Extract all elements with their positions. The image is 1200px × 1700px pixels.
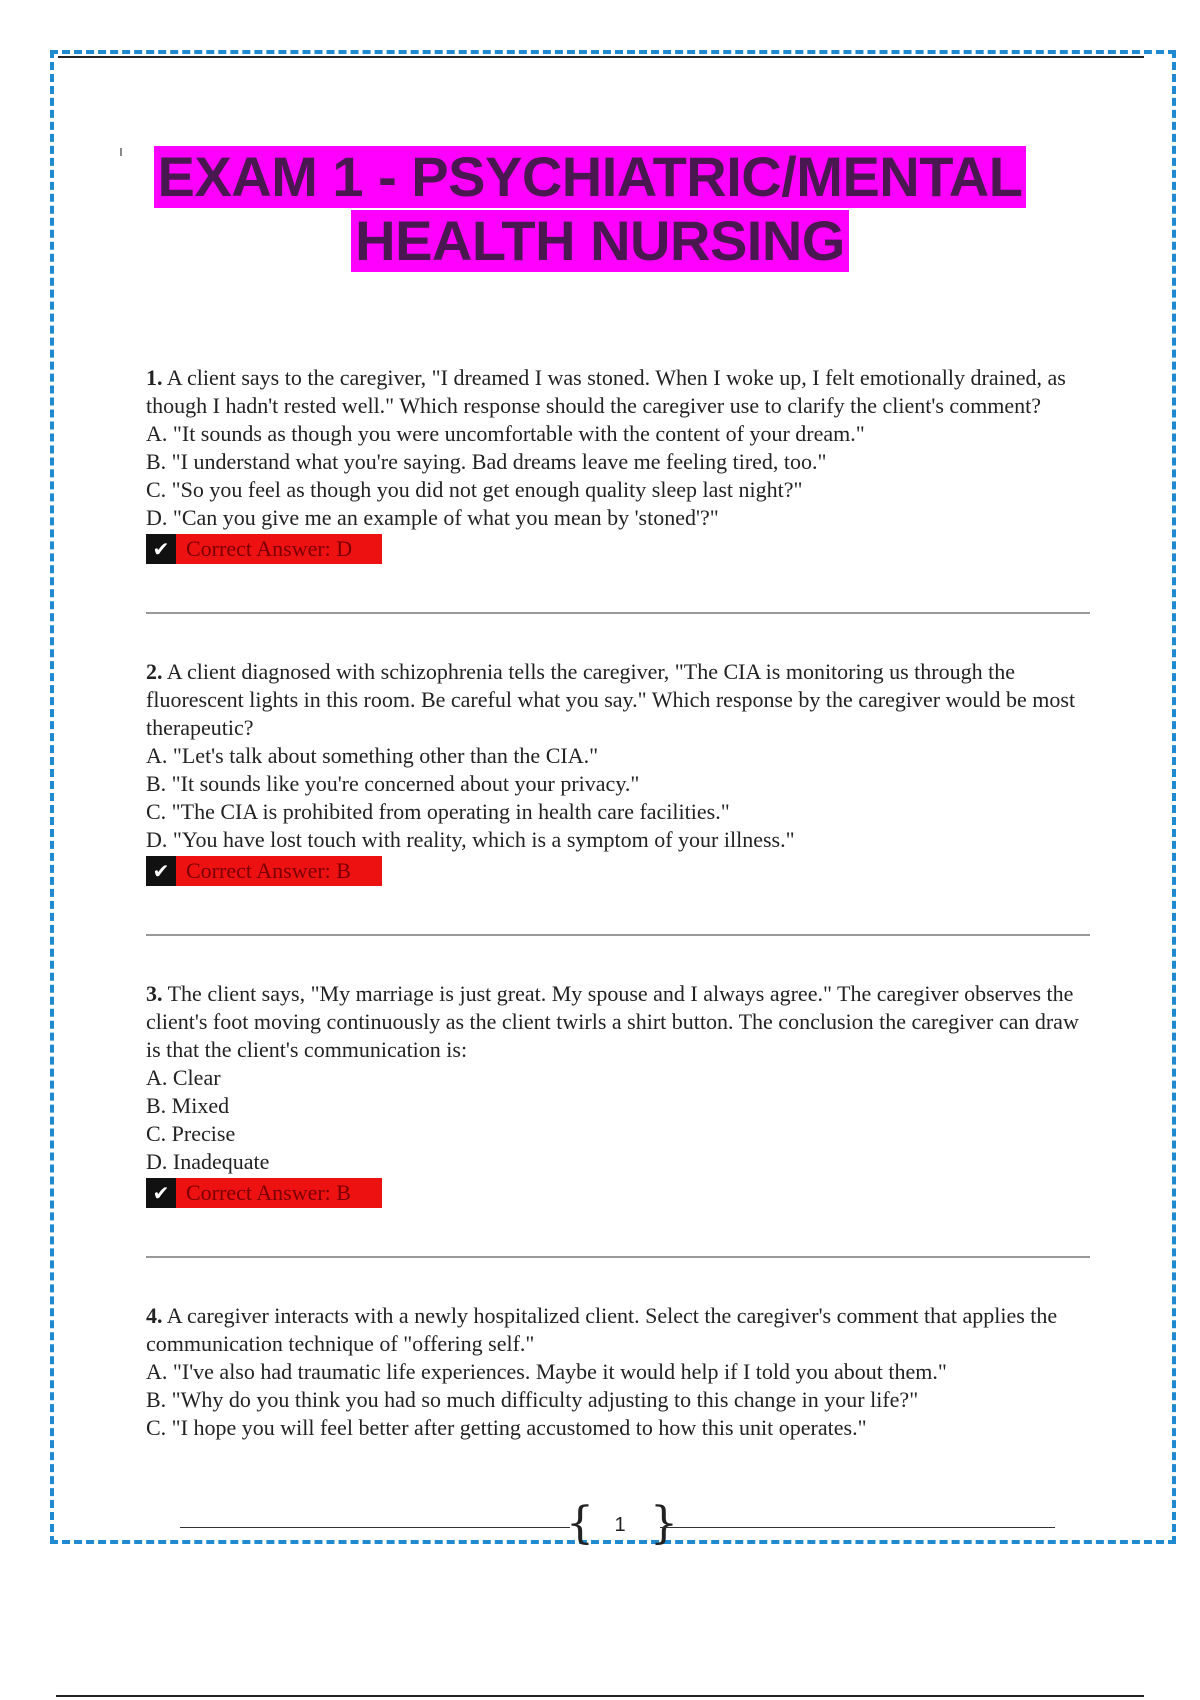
option-a: A. Clear [146,1065,221,1090]
question-text: The client says, "My marriage is just great. My spouse and I always agree." The caregiver observes the client's foot moving continuously as the client twirls a shirt button. The conclusion the caregiver can draw is that the client's communication is: [146,981,1079,1062]
option-b: B. Mixed [146,1093,230,1118]
option-b: B. "I understand what you're saying. Bad dreams leave me feeling tired, too." [146,449,827,474]
option-c: C. "So you feel as though you did not get enough quality sleep last night?" [146,477,803,502]
question-4 [146,1302,1096,1442]
question-number: 4. [146,1303,163,1328]
left-brace-icon: { [566,1498,594,1549]
question-1 [146,364,1096,564]
check-icon: ✔ [146,534,176,564]
page-title [0,146,1200,272]
option-c: C. "The CIA is prohibited from operating in health care facilities." [146,799,730,824]
option-c: C. Precise [146,1121,236,1146]
footer-rule-right [660,1527,1055,1528]
question-2 [146,658,1096,886]
question-text: A client diagnosed with schizophrenia tells the caregiver, "The CIA is monitoring us through the fluorescent lights in this room. Be careful what you say." Which response by the caregiver would be most therapeutic? [146,659,1076,740]
question-divider [146,1256,1090,1258]
header-rule [58,56,1144,58]
option-b: B. "It sounds like you're concerned about your privacy." [146,771,640,796]
option-a: A. "It sounds as though you were uncomfortable with the content of your dream." [146,421,865,446]
option-c: C. "I hope you will feel better after getting accustomed to how this unit operates." [146,1415,867,1440]
question-divider [146,934,1090,936]
option-b: B. "Why do you think you had so much difficulty adjusting to this change in your life?" [146,1387,919,1412]
correct-answer-badge [146,534,382,564]
question-number: 2. [146,659,163,684]
footer-rule-left [180,1527,570,1528]
page-number: 1 [614,1514,626,1536]
question-text: A client says to the caregiver, "I dreamed I was stoned. When I woke up, I felt emotionally drained, as though I hadn't rested well." Which response should the caregiver use to clarify the client's comment? [146,365,1066,418]
next-page-rule [56,1695,1144,1697]
question-text: A caregiver interacts with a newly hospitalized client. Select the caregiver's comment that applies the communication technique of "offering self." [146,1303,1058,1356]
title-line-1: EXAM 1 - PSYCHIATRIC/MENTAL [154,146,1027,208]
question-stem [146,1302,1096,1358]
option-d: D. "Can you give me an example of what you mean by 'stoned'?" [146,505,719,530]
question-stem [146,364,1096,420]
question-divider [146,612,1090,614]
option-a: A. "Let's talk about something other than the CIA." [146,743,599,768]
correct-answer-text: Correct Answer: D [186,536,353,561]
question-stem [146,980,1096,1064]
correct-answer-badge [146,1178,382,1208]
correct-answer-badge [146,856,382,886]
question-3 [146,980,1096,1208]
correct-answer-text: Correct Answer: B [186,1180,351,1205]
check-icon: ✔ [146,856,176,886]
question-stem [146,658,1096,742]
option-d: D. "You have lost touch with reality, which is a symptom of your illness." [146,827,795,852]
title-line-2: HEALTH NURSING [351,210,849,272]
check-icon: ✔ [146,1178,176,1208]
question-list [146,364,1096,1442]
option-a: A. "I've also had traumatic life experiences. Maybe it would help if I told you about them." [146,1359,947,1384]
question-number: 3. [146,981,163,1006]
option-d: D. Inadequate [146,1149,270,1174]
correct-answer-text: Correct Answer: B [186,858,351,883]
right-brace-icon: } [650,1498,678,1549]
question-number: 1. [146,365,163,390]
